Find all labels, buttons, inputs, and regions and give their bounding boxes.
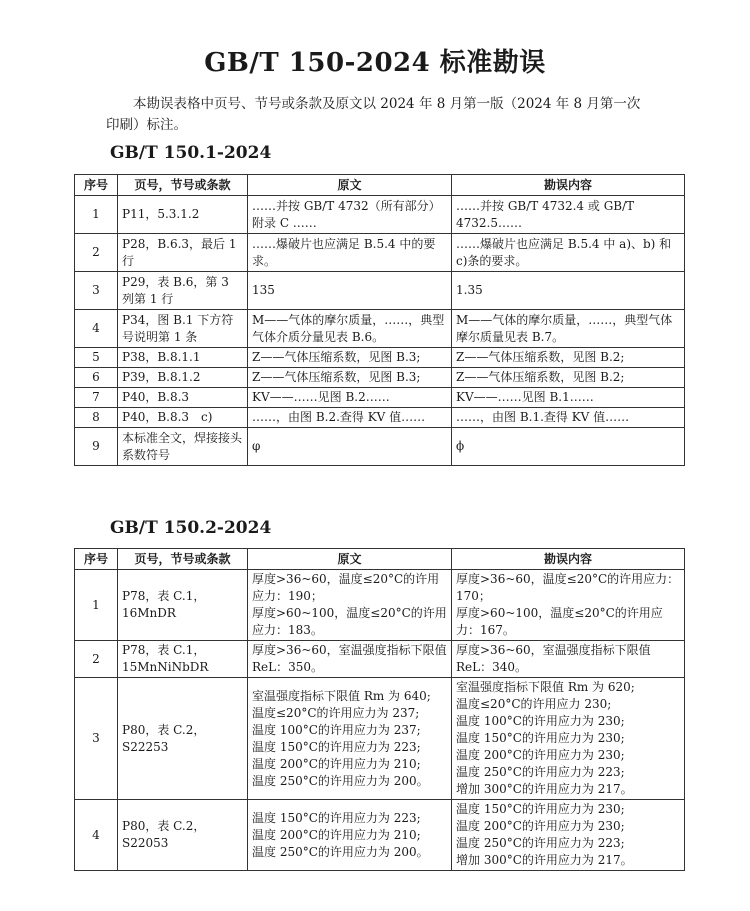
table-row [75,388,685,408]
table-row [75,310,685,348]
row-location: P40，B.8.3 [118,388,248,408]
section-title: GB/T 150.1-2024 [110,143,272,163]
row-no: 1 [75,196,118,234]
row-original: ……并按 GB/T 4732（所有部分）附录 C …… [248,196,452,234]
section-title: GB/T 150.2-2024 [110,518,272,538]
row-location: P40，B.8.3 c) [118,408,248,428]
row-no: 2 [75,641,118,678]
row-erratum: 温度 150°C的许用应力为 230; 温度 200°C的许用应力为 230; 温度 250°C的许用应力为 223; 增加 300°C的许用应力为 217。 [452,800,685,871]
row-original: φ [248,428,452,466]
row-original: 厚度>36~60，温度≤20°C的许用应力：190； 厚度>60~100，温度≤20°C的许用应力：183。 [248,570,452,641]
row-original: ……，由图 B.2.查得 KV 值…… [248,408,452,428]
table-row [75,272,685,310]
row-no: 4 [75,800,118,871]
row-no: 2 [75,234,118,272]
row-no: 7 [75,388,118,408]
row-erratum: 厚度>36~60，室温强度指标下限值 ReL：340。 [452,641,685,678]
col-header-erratum: 勘误内容 [452,175,685,196]
col-header-original: 原文 [248,549,452,570]
row-no: 8 [75,408,118,428]
table-row [75,570,685,641]
row-location: P78，表 C.1，15MnNiNbDR [118,641,248,678]
row-location: P80，表 C.2，S22253 [118,678,248,800]
row-original: 135 [248,272,452,310]
row-erratum: Z——气体压缩系数，见图 B.2; [452,368,685,388]
row-erratum: M——气体的摩尔质量，……，典型气体摩尔质量见表 B.7。 [452,310,685,348]
col-header-location: 页号，节号或条款 [118,175,248,196]
row-no: 4 [75,310,118,348]
col-header-no: 序号 [75,175,118,196]
errata-table [74,174,685,466]
row-original: Z——气体压缩系数，见图 B.3; [248,348,452,368]
table-row [75,234,685,272]
row-no: 3 [75,678,118,800]
table-row [75,368,685,388]
row-erratum: 1.35 [452,272,685,310]
row-erratum: 厚度>36~60，温度≤20°C的许用应力：170； 厚度>60~100，温度≤20°C的许用应力：167。 [452,570,685,641]
row-no: 1 [75,570,118,641]
table-row [75,196,685,234]
table-row [75,408,685,428]
row-no: 9 [75,428,118,466]
page-title: GB/T 150-2024 标准勘误 [204,48,546,78]
row-location: 本标准全文，焊接接头系数符号 [118,428,248,466]
table-row [75,348,685,368]
row-erratum: ……并按 GB/T 4732.4 或 GB/T 4732.5…… [452,196,685,234]
row-original: 室温强度指标下限值 Rm 为 640; 温度≤20°C的许用应力为 237; 温度 100°C的许用应力为 237; 温度 150°C的许用应力为 223; 温度 200°C的许用应力为 210; 温度 250°C的许用应力为 200。 [248,678,452,800]
row-location: P78，表 C.1，16MnDR [118,570,248,641]
table-header-row [75,175,685,196]
row-erratum: ……，由图 B.1.查得 KV 值…… [452,408,685,428]
table-row [75,428,685,466]
row-original: 厚度>36~60，室温强度指标下限值 ReL：350。 [248,641,452,678]
row-no: 6 [75,368,118,388]
row-erratum: 室温强度指标下限值 Rm 为 620; 温度≤20°C的许用应力 230; 温度 100°C的许用应力为 230; 温度 150°C的许用应力为 230; 温度 200°C的许用应力为 230; 温度 250°C的许用应力为 223; 增加 300°C的许用应力为 217。 [452,678,685,800]
row-location: P11，5.3.1.2 [118,196,248,234]
row-no: 3 [75,272,118,310]
col-header-location: 页号，节号或条款 [118,549,248,570]
row-erratum: Z——气体压缩系数，见图 B.2; [452,348,685,368]
row-location: P28，B.6.3，最后 1 行 [118,234,248,272]
row-original: Z——气体压缩系数，见图 B.3; [248,368,452,388]
row-original: M——气体的摩尔质量，……，典型气体介质分量见表 B.6。 [248,310,452,348]
row-original: KV——……见图 B.2…… [248,388,452,408]
table-row [75,641,685,678]
row-erratum: ϕ [452,428,685,466]
intro-paragraph: 本勘误表格中页号、节号或条款及原文以 2024 年 8 月第一版（2024 年 8 月第一次印刷）标注。 [106,96,641,133]
col-header-original: 原文 [248,175,452,196]
col-header-erratum: 勘误内容 [452,549,685,570]
row-no: 5 [75,348,118,368]
row-location: P38，B.8.1.1 [118,348,248,368]
table-row [75,678,685,800]
col-header-no: 序号 [75,549,118,570]
row-original: 温度 150°C的许用应力为 223; 温度 200°C的许用应力为 210; 温度 250°C的许用应力为 200。 [248,800,452,871]
row-location: P39，B.8.1.2 [118,368,248,388]
row-location: P34，图 B.1 下方符号说明第 1 条 [118,310,248,348]
table-header-row [75,549,685,570]
row-original: ……爆破片也应满足 B.5.4 中的要求。 [248,234,452,272]
row-location: P29，表 B.6，第 3 列第 1 行 [118,272,248,310]
row-erratum: ……爆破片也应满足 B.5.4 中 a)、b) 和 c)条的要求。 [452,234,685,272]
errata-table [74,548,685,871]
row-location: P80，表 C.2，S22053 [118,800,248,871]
table-row [75,800,685,871]
row-erratum: KV——……见图 B.1…… [452,388,685,408]
